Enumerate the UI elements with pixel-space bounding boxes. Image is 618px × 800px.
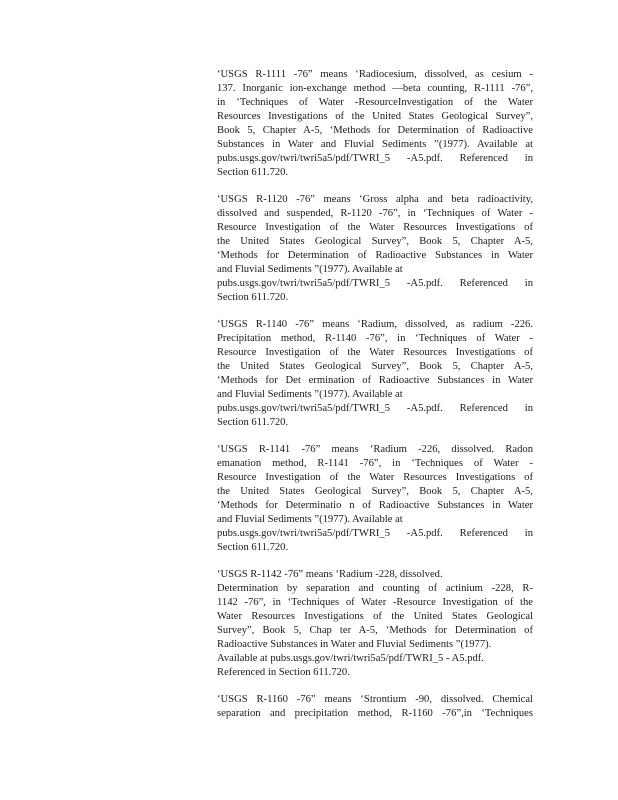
text-line: Referenced in Section 611.720.	[217, 667, 350, 678]
text-line: Resources Investigations of the United States Geological Survey”,	[217, 111, 533, 122]
text-line: pubs.usgs.gov/twri/twri5a5/pdf/TWRI_5 -A5.pdf. Referenced in	[217, 153, 533, 164]
definition-entry	[217, 68, 533, 180]
text-line: in ‘Techniques of Water -ResourceInvestigation of the Water	[217, 97, 533, 108]
text-line: Substances in Water and Fluvial Sediments ”(1977). Available at	[217, 139, 533, 150]
text-line: Survey”, Book 5, Chap ter A-5, ‘Methods for Determination of	[217, 625, 533, 636]
definition-entry	[217, 318, 533, 430]
text-line: and Fluvial Sediments ”(1977). Available at	[217, 264, 403, 275]
definition-entry	[217, 568, 533, 680]
text-line: the United States Geological Survey”, Book 5, Chapter A-5,	[217, 236, 533, 247]
text-line: 137. Inorganic ion-exchange method —beta counting, R-1111 -76”,	[217, 83, 533, 94]
text-line: ‘USGS R-1142 -76” means ‘Radium -228, dissolved.	[217, 569, 443, 580]
definition-entry	[217, 193, 533, 305]
text-line: Resource Investigation of the Water Resources Investigations of	[217, 472, 533, 483]
text-line: the United States Geological Survey”, Book 5, Chapter A-5,	[217, 361, 533, 372]
text-line: dissolved and suspended, R-1120 -76”, in ‘Techniques of Water -	[217, 208, 533, 219]
text-line: Water Resources Investigations of the United States Geological	[217, 611, 533, 622]
definition-entry	[217, 693, 533, 721]
text-line: Precipitation method, R-1140 -76”, in ‘Techniques of Water -	[217, 333, 533, 344]
text-line: Section 611.720.	[217, 292, 289, 303]
text-line: and Fluvial Sediments ”(1977). Available at	[217, 389, 403, 400]
text-line: ‘USGS R-1141 -76” means ‘Radium -226, dissolved. Radon	[217, 444, 533, 455]
text-line: pubs.usgs.gov/twri/twri5a5/pdf/TWRI_5 -A5.pdf. Referenced in	[217, 403, 533, 414]
text-line: Section 611.720.	[217, 542, 289, 553]
text-line: pubs.usgs.gov/twri/twri5a5/pdf/TWRI_5 -A5.pdf. Referenced in	[217, 278, 533, 289]
text-line: Resource Investigation of the Water Resources Investigations of	[217, 347, 533, 358]
definition-entry	[217, 443, 533, 555]
text-line: Section 611.720.	[217, 417, 289, 428]
text-line: Radioactive Substances in Water and Fluvial Sediments ”(1977).	[217, 639, 492, 650]
text-line: the United States Geological Survey”, Book 5, Chapter A-5,	[217, 486, 533, 497]
text-line: separation and precipitation method, R-1160 -76”,in ‘Techniques	[217, 708, 533, 719]
text-line: ‘Methods for Determination of Radioactive Substances in Water	[217, 250, 533, 261]
text-line: Section 611.720.	[217, 167, 289, 178]
text-line: ‘USGS R-1111 -76” means ‘Radiocesium, dissolved, as cesium -	[217, 69, 533, 80]
text-line: Determination by separation and counting of actinium -228, R-	[217, 583, 533, 594]
text-line: pubs.usgs.gov/twri/twri5a5/pdf/TWRI_5 -A5.pdf. Referenced in	[217, 528, 533, 539]
text-line: 1142 -76”, in ‘Techniques of Water -Resource Investigation of the	[217, 597, 533, 608]
text-line: emanation method, R-1141 -76”, in ‘Techniques of Water -	[217, 458, 533, 469]
text-line: ‘Methods for Det ermination of Radioactive Substances in Water	[217, 375, 533, 386]
text-line: ‘USGS R-1160 -76” means ‘Strontium -90, dissolved. Chemical	[217, 694, 533, 705]
text-line: and Fluvial Sediments ”(1977). Available at	[217, 514, 403, 525]
regulation-text-body	[217, 68, 533, 734]
text-line: Resource Investigation of the Water Resources Investigations of	[217, 222, 533, 233]
text-line: Available at pubs.usgs.gov/twri/twri5a5/pdf/TWRI_5 - A5.pdf.	[217, 653, 484, 664]
text-line: Book 5, Chapter A-5, ‘Methods for Determination of Radioactive	[217, 125, 533, 136]
text-line: ‘USGS R-1120 -76” means ‘Gross alpha and beta radioactivity,	[217, 194, 533, 205]
text-line: ‘Methods for Determinatio n of Radioactive Substances in Water	[217, 500, 533, 511]
text-line: ‘USGS R-1140 -76” means ‘Radium, dissolved, as radium -226.	[217, 319, 533, 330]
